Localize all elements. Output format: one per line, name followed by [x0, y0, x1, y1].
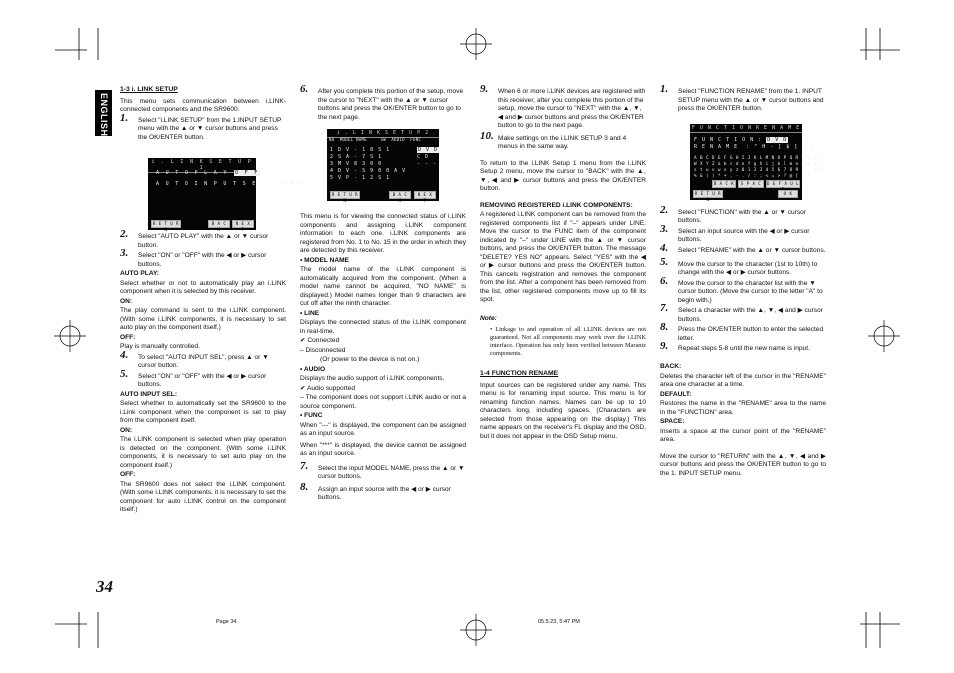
table-header: NO MODEL NAME SW AUDIO FUNC [329, 137, 422, 142]
default-button[interactable]: D E F A U L [767, 181, 799, 186]
column-1 [120, 86, 286, 516]
step-7: 7. Select the input MODEL NAME, press the ▲ or ▼ cursor buttons. [300, 459, 465, 480]
next-button[interactable]: N E X T [414, 191, 436, 199]
line-disconnected: – Disconnected [300, 346, 346, 354]
column-3 [480, 83, 646, 442]
remove-heading: REMOVING REGISTERED i.LINK COMPONENTS: [480, 201, 633, 209]
language-label: ENGLISH [99, 93, 109, 137]
return-text: To return to the i.LINK Setup 1 menu from the i.LINK Setup 2 menu, move the cursor to "BACK" with the ▲, ▼, ◀ and ▶ cursor buttons and press the OK/ENTER button. [480, 159, 646, 192]
rename-value[interactable]: : " H - [ $ ] > ? [746, 144, 815, 150]
model-list [330, 147, 406, 182]
function-rename-text: Input sources can be registered under any name. This menu is for renaming input source. This menu is for renaming function names. Names can be up to 10 characters long, including spaces. (Characters are selected from those appearing on the display.) This name appears on the receiver's FL display and the OSD, but it does not appear in the OSD Setup menu. [480, 381, 646, 440]
ok-button[interactable]: O K [778, 190, 798, 198]
step-1: 1. Select "FUNCTION RENAME" from the 1. INPUT SETUP menu with the ▲ or ▼ cursor buttons and press the OK/ENTER button. [660, 83, 824, 112]
step-5: 5. Move the cursor to the character (1st to 10th) to change with the ◀ or ▶ cursor buttons. [660, 255, 818, 276]
func-text-2: When "***" is displayed, the device cannot be assigned as an input source. [300, 441, 466, 457]
note-heading: Note: [480, 314, 497, 322]
step-3: 3. Select "ON" or "OFF" with the ◀ or ▶ cursor buttons. [120, 247, 267, 268]
on-text: The play command is sent to the i.LINK component. (With some i.LINK components, it is necessary to set auto play on the component itself.) [120, 307, 286, 331]
character-row[interactable]: s t u v w x y z 0 1 2 3 4 5 6 7 8 9 ! " # $ [694, 168, 823, 173]
autoplay-value: O F F [235, 170, 260, 176]
osd-screen-ilink-setup-2 [327, 129, 439, 201]
audio-text: Displays the audio support of i.LINK components. [300, 375, 445, 382]
step-2: 2. Select "AUTO PLAY" with the ▲ or ▼ cursor button. [120, 228, 269, 249]
step-9: 9. When 6 or more i.LINK devices are registered with this receiver, after you complete this portion of the setup, move the cursor to "NEXT" with the ▲, ▼, ◀ and ▶ cursor buttons and press the OK/ENTER button to go to the next page. [480, 83, 646, 129]
return-button[interactable]: R E T U R N [331, 192, 359, 203]
return-text: Move the cursor to "RETURN" with the ▲, ▼, ◀ and ▶ cursor buttons and press the OK/ENTER button to go to the 1. INPUT SETUP menu. [660, 452, 826, 477]
character-row[interactable]: W X Y Z a b c d e f g h i j k l m n o p q r [694, 162, 823, 167]
character-row[interactable]: A B C D E F G H I J K L M N O P Q R S T U V [694, 156, 823, 161]
space-text: Inserts a space at the cursor point of the "RENAME" area. [660, 427, 826, 443]
off2-heading: OFF: [120, 471, 136, 478]
on2-text: The i.LINK component is selected when play operation is detected on the component. (With some i.LINK components, it is necessary to set auto play on the component itself.) [120, 436, 286, 469]
language-tab [95, 90, 112, 136]
return-button[interactable]: R E T U R N [694, 191, 722, 202]
note-text: • Linkage to and operation of all i.LINK devices are not guaranteed. Not all components may work over the i.LINK interface. Operation has only been verified between Marantz components. [490, 326, 646, 357]
back-button[interactable]: B A C K [713, 181, 735, 186]
line-text: Displays the connected status of the i.LINK component in real-time. [300, 319, 466, 335]
step-6: 6. After you complete this portion of the setup, move the cursor to "NEXT" with the ▲ or ▼ cursor buttons and press the OK/ENTER button to go to the next page. [300, 83, 464, 121]
audio-unsupported: – The component does not support i.LINK audio or not a source component. [300, 394, 466, 410]
function-row: F U N C T I O N : D V D [694, 137, 788, 143]
section-heading: 1-3 i. LINK SETUP [120, 86, 178, 93]
line-power-note: (Or power to the device is not on.) [320, 356, 420, 363]
on-heading: ON: [120, 297, 133, 305]
func-value[interactable]: - - - [417, 161, 438, 167]
table-row: 2 S A - 7 S 1 [330, 154, 383, 160]
func-list [417, 147, 439, 168]
screen-title: F U N C T I O N R E N A M E [691, 125, 801, 131]
osd-screen-ilink-setup-1 [148, 158, 306, 232]
table-row: 3 M V 8 3 0 0 [330, 161, 383, 167]
osd-screen-function-rename [690, 124, 823, 202]
on2-heading: ON: [120, 426, 133, 434]
step-6: 6. Move the cursor to the character list with the ▼ cursor button. (Move the cursor to the letter "A" to begin with.) [660, 274, 823, 304]
character-list[interactable] [694, 156, 822, 180]
table-row: 5 V P - 1 2 S 1 [330, 175, 391, 181]
back-button[interactable]: B A C K [208, 220, 230, 228]
audio-supported: ✔ Audio supported [300, 384, 356, 392]
off-text: Play is manually controlled. [120, 343, 200, 350]
footer-right: 05.5.23, 5:47 PM [538, 619, 580, 625]
function-rename-heading: 1-4 FUNCTION RENAME [480, 370, 559, 377]
audio-heading: • AUDIO [300, 365, 326, 373]
table-row: 4 D V - S 9 0 0 A V [330, 168, 407, 174]
func-text-1: When "---" is displayed, the component can be assigned as an input source. [300, 421, 466, 437]
default-text: Restores the name in the "RENAME" area to the name in the "FUNCTION" area. [660, 400, 826, 416]
footer-left: Page 34 [216, 619, 237, 625]
return-button[interactable]: R E T U R N [152, 221, 180, 232]
line-heading: • LINE [300, 309, 320, 317]
step-10: 10. Make settings on the i.LINK SETUP 3 and 4 menus in the same way. [480, 129, 627, 150]
table-row: 1 D V - 1 8 S 1 [330, 147, 391, 153]
back-button[interactable]: B A C K [389, 191, 411, 199]
remove-text: A registered i.LINK component can be removed from the registered components list if "–" appears under LINE. Move the cursor to the FUNC item of the component indicated by "–" under LINE with the ▲ or ▼ cursor buttons, and press the OK/ENTER button. The message "DELETE? YES NO" appears. Select "YES" with the ◀ or ▶ cursor buttons and press the OK/ENTER button. This cancels registration and removes the component from the list. After a component has been removed from the list, other registered components move up to fill its spot. [480, 211, 646, 303]
auto-input-row: A U T O I N P U T S E L : O F F [156, 181, 306, 187]
step-9: 9. Repeat steps 5-8 until the new name is input. [660, 340, 810, 352]
step-2: 2. Select "FUNCTION" with the ▲ or ▼ cursor buttons. [660, 203, 807, 224]
step-8: 8. Press the OK/ENTER button to enter the selected letter. [660, 321, 824, 342]
model-name-text: The model name of the i.LINK component is automatically acquired from the component. (When a model name cannot be acquired, "NO NAME" is displayed.) Model names longer than 9 characters are cut off after the ninth character. [300, 266, 466, 307]
step-4: 4. To select "AUTO INPUT SEL", press ▲ or ▼ cursor button. [120, 348, 269, 369]
off-heading: OFF: [120, 333, 136, 341]
page-number: 34 [96, 577, 113, 596]
next-button[interactable]: N E X T [232, 220, 254, 228]
step-4: 4. Select "RENAME" with the ▲ or ▼ cursor buttons. [660, 241, 826, 254]
line-connected: ✔ Connected [300, 337, 340, 344]
ais-text: Select whether to automatically set the SR9600 to the i.Link component when the component is set to play from the component itself. [120, 400, 286, 424]
ais-heading: AUTO INPUT SEL: [120, 390, 178, 398]
space-button[interactable]: S P A C E [738, 180, 764, 188]
step-3: 3. Select an input source with the ◀ or ▶ cursor buttons. [660, 222, 810, 243]
autoplay-row: A U T O P L A Y [156, 170, 229, 176]
intro-text: This menu sets communication between i.LINK-connected components and the SR9600. [120, 97, 286, 113]
character-row[interactable]: % & ( ) * + , - . / : ; < = > ? @ [ \ ] ^ _ [694, 174, 823, 179]
back-text: Deletes the character left of the cursor in the "RENAME" area one character at a time. [660, 372, 826, 388]
step-8: 8. Assign an input source with the ◀ or ▶ cursor buttons. [300, 480, 451, 501]
step-5: 5. Select "ON" or "OFF" with the ◀ or ▶ cursor buttons. [120, 367, 267, 388]
func-heading: • FUNC [300, 412, 323, 419]
autoplay-heading: AUTO PLAY: [120, 270, 160, 277]
back-heading: BACK: [660, 363, 682, 370]
function-value[interactable]: D V D [767, 137, 788, 143]
autoplay-text: Select whether or not to automatically play an i.LINK component when it is selected by this receiver. [120, 279, 286, 295]
model-name-heading: • MODEL NAME [300, 256, 350, 264]
space-heading: SPACE: [660, 418, 685, 425]
func-value[interactable]: C D [417, 154, 430, 160]
func-value[interactable]: D V D [418, 147, 439, 153]
default-heading: DEFAULT: [660, 390, 692, 398]
desc-text: This menu is for viewing the connected status of i.LINK components and assigning i.LINK component information to each one. i.LINK components are registered from No. 1 to No. 15 in the order in which they are detected by this receiver. [300, 213, 466, 254]
rename-row: R E N A M E : " H - [ $ ] > ? [694, 144, 815, 150]
off2-text: The SR9600 does not select the i.LINK component. (With some i.LINK components, it is necessary to set the component for auto i.LINK control on the component itself.) [120, 480, 286, 513]
step-7: 7. Select a character with the ▲, ▼, ◀ and ▶ cursor buttons. [660, 302, 823, 323]
screen-title: i . L I N K S E T U P 2 [327, 129, 439, 138]
screen-title: i . L I N K S E T U P 1 [148, 158, 256, 173]
step-1: 1. Select "i.LINK SETUP" from the 1.INPUT SETUP menu with the ▲ or ▼ cursor buttons and press the OK/ENTER button. [120, 111, 282, 141]
